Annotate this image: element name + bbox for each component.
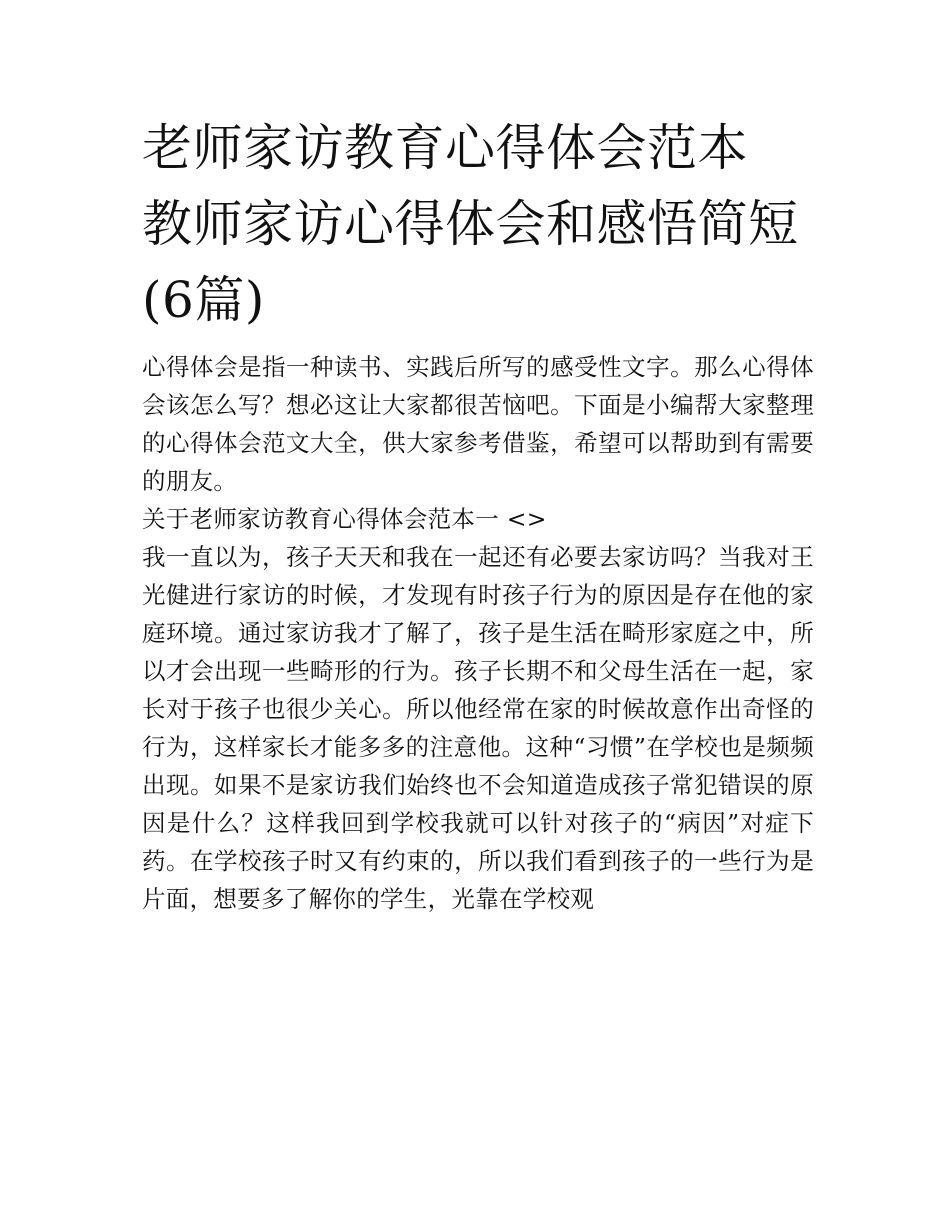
document-page bbox=[142, 110, 814, 918]
body-paragraph: 我一直以为，孩子天天和我在一起还有必要去家访吗？当我对王光健进行家访的时候，才发现有时孩子行为的原因是存在他的家庭环境。通过家访我才了解了，孩子是生活在畸形家庭之中，所以才会出现一些畸形的行为。孩子长期不和父母生活在一起，家长对于孩子也很少关心。所以他经常在家的时候故意作出奇怪的行为，这样家长才能多多的注意他。这种“习惯”在学校也是频频出现。如果不是家访我们始终也不会知道造成孩子常犯错误的原因是什么？这样我回到学校我就可以针对孩子的“病因”对症下药。在学校孩子时又有约束的，所以我们看到孩子的一些行为是片面，想要多了解你的学生，光靠在学校观 bbox=[142, 543, 814, 913]
section-heading: 关于老师家访教育心得体会范本一 <> bbox=[142, 505, 547, 533]
document-title: 老师家访教育心得体会范本 教师家访心得体会和感悟简短(6篇) bbox=[142, 119, 799, 329]
intro-paragraph: 心得体会是指一种读书、实践后所写的感受性文字。那么心得体会该怎么写？想必这让大家都很苦恼吧。下面是小编帮大家整理的心得体会范文大全，供大家参考借鉴，希望可以帮助到有需要的朋友。 bbox=[142, 353, 814, 495]
